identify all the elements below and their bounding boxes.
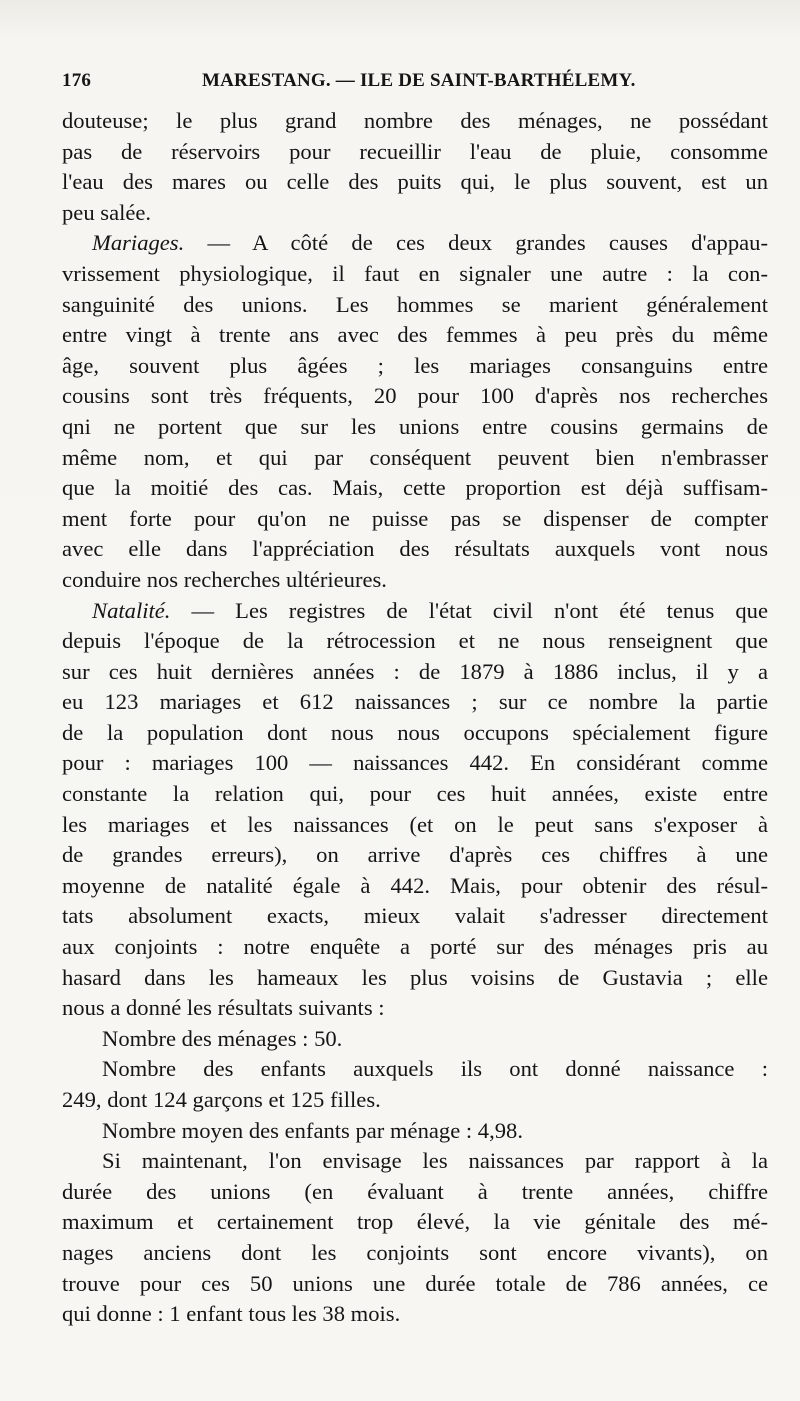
- text-line: [62, 626, 768, 657]
- line-text: que la moitié des cas. Mais, cette proportion est déjà suffisam-: [62, 475, 768, 501]
- line-text: vrissement physiologique, il faut en signaler une autre : la con-: [62, 260, 768, 286]
- text-line: [62, 596, 768, 627]
- line-text: Nombre des enfants auxquels ils ont donné naissance :: [102, 1056, 768, 1082]
- text-line: [62, 810, 768, 841]
- line-text: nous a donné les résultats suivants :: [62, 995, 385, 1021]
- section-heading: Natalité.: [92, 597, 171, 623]
- text-line: [62, 1146, 768, 1177]
- text-line: [62, 534, 768, 565]
- text-line: [62, 137, 768, 168]
- text-line: [62, 932, 768, 963]
- text-line: [62, 228, 768, 259]
- line-text: qui donne : 1 enfant tous les 38 mois.: [62, 1301, 401, 1327]
- line-text: douteuse; le plus grand nombre des ménages, ne possédant: [62, 108, 768, 133]
- line-text: les mariages et les naissances (et on le peut sans s'exposer à: [62, 811, 768, 837]
- text-line: [62, 320, 768, 351]
- text-line: [62, 840, 768, 871]
- line-text: trouve pour ces 50 unions une durée totale de 786 années, ce: [62, 1270, 768, 1296]
- text-line: [62, 779, 768, 810]
- text-line: [62, 1269, 768, 1300]
- line-text: peu salée.: [62, 199, 152, 225]
- text-line: [62, 473, 768, 504]
- page-number: 176: [62, 70, 92, 91]
- line-text: Si maintenant, l'on envisage les naissances par rapport à la: [102, 1148, 768, 1174]
- section-heading: Mariages.: [92, 230, 185, 256]
- text-line: [62, 1299, 768, 1330]
- text-line: [62, 106, 768, 137]
- line-text: hasard dans les hameaux les plus voisins de Gustavia ; elle: [62, 964, 768, 990]
- text-line: [62, 1116, 768, 1147]
- line-text: Nombre moyen des enfants par ménage : 4,98.: [102, 1117, 523, 1143]
- running-header: [62, 70, 702, 100]
- text-line: [62, 718, 768, 749]
- line-text: de grandes erreurs), on arrive d'après ces chiffres à une: [62, 842, 768, 868]
- text-line: [62, 687, 768, 718]
- line-text: Nombre des ménages : 50.: [102, 1025, 343, 1051]
- text-line: [62, 963, 768, 994]
- line-text: durée des unions (en évaluant à trente années, chiffre: [62, 1178, 768, 1204]
- text-line: [62, 504, 768, 535]
- line-text: pas de réservoirs pour recueillir l'eau de pluie, consomme: [62, 138, 768, 164]
- line-text: entre vingt à trente ans avec des femmes à peu près du même: [62, 322, 768, 348]
- line-text: sur ces huit dernières années : de 1879 à 1886 inclus, il y a: [62, 658, 768, 684]
- line-text: aux conjoints : notre enquête a porté sur des ménages pris au: [62, 934, 768, 960]
- line-text: moyenne de natalité égale à 442. Mais, pour obtenir des résul-: [62, 872, 768, 898]
- line-text: tats absolument exacts, mieux valait s'adresser directement: [62, 903, 768, 929]
- text-line: [62, 1085, 768, 1116]
- line-text: ment forte pour qu'on ne puisse pas se dispenser de compter: [62, 505, 768, 531]
- line-text: eu 123 mariages et 612 naissances ; sur ce nombre la partie: [62, 689, 768, 715]
- text-line: [62, 167, 768, 198]
- text-line: [62, 565, 768, 596]
- text-line: [62, 1177, 768, 1208]
- line-text: constante la relation qui, pour ces huit années, existe entre: [62, 781, 768, 807]
- text-line: [62, 290, 768, 321]
- text-line: [62, 657, 768, 688]
- line-text: — A côté de ces deux grandes causes d'appau-: [184, 230, 768, 256]
- line-text: conduire nos recherches ultérieures.: [62, 566, 387, 592]
- line-text: de la population dont nous nous occupons spécialement figure: [62, 719, 768, 745]
- text-line: [62, 259, 768, 290]
- text-line: [62, 1238, 768, 1269]
- text-line: [62, 351, 768, 382]
- line-text: pour : mariages 100 — naissances 442. En considérant comme: [62, 750, 768, 776]
- text-line: [62, 412, 768, 443]
- text-line: [62, 381, 768, 412]
- line-text: même nom, et qui par conséquent peuvent bien n'embrasser: [62, 444, 768, 470]
- text-line: [62, 443, 768, 474]
- line-text: 249, dont 124 garçons et 125 filles.: [62, 1087, 381, 1112]
- line-text: nages anciens dont les conjoints sont encore vivants), on: [62, 1239, 768, 1265]
- text-line: [62, 748, 768, 779]
- text-line: [62, 1024, 768, 1055]
- text-line: [62, 1054, 768, 1085]
- text-line: [62, 901, 768, 932]
- line-text: depuis l'époque de la rétrocession et ne nous renseignent que: [62, 628, 768, 654]
- line-text: âge, souvent plus âgées ; les mariages consanguins entre: [62, 352, 768, 378]
- text-line: [62, 198, 768, 229]
- text-line: [62, 871, 768, 902]
- line-text: cousins sont très fréquents, 20 pour 100 d'après nos recherches: [62, 383, 768, 409]
- text-line: [62, 1207, 768, 1238]
- line-text: l'eau des mares ou celle des puits qui, le plus souvent, est un: [62, 169, 768, 195]
- body-text: [62, 106, 768, 1330]
- line-text: sanguinité des unions. Les hommes se marient généralement: [62, 291, 768, 317]
- line-text: qni ne portent que sur les unions entre cousins germains de: [62, 413, 768, 439]
- line-text: — Les registres de l'état civil n'ont été tenus que: [170, 597, 768, 623]
- running-title: MARESTANG. — ILE DE SAINT-BARTHÉLEMY.: [202, 70, 636, 91]
- line-text: avec elle dans l'appréciation des résultats auxquels vont nous: [62, 536, 768, 562]
- text-line: [62, 993, 768, 1024]
- line-text: maximum et certainement trop élevé, la vie génitale des mé-: [62, 1209, 768, 1235]
